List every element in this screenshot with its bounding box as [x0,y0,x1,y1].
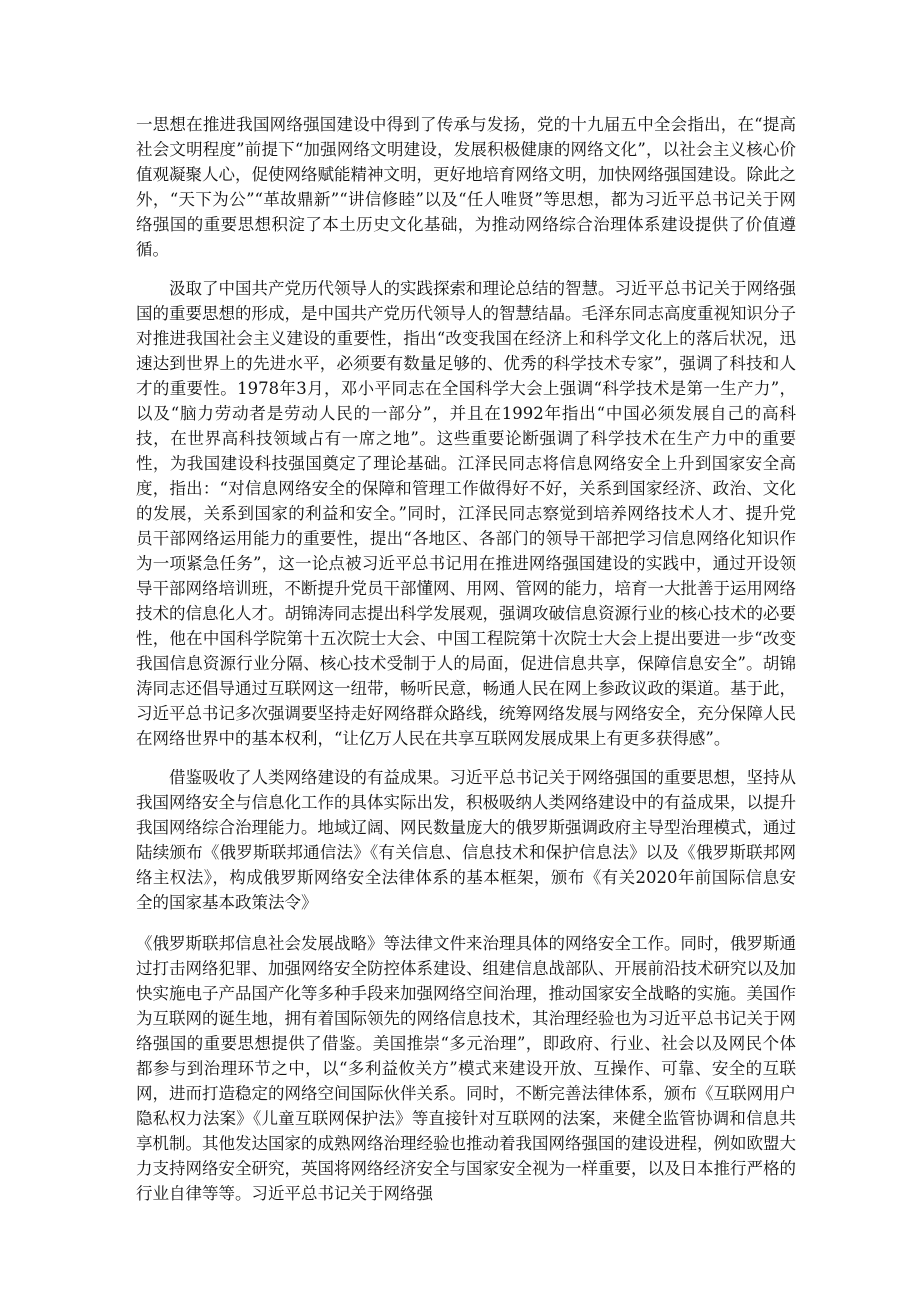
paragraph-4: 《俄罗斯联邦信息社会发展战略》等法律文件来治理具体的网络安全工作。同时，俄罗斯通过打击网络犯罪、加强网络安全防控体系建设、组建信息战部队、开展前沿技术研究以及加快实施电子产品国产化等多种手段来加强网络空间治理，推动国家安全战略的实施。美国作为互联网的诞生地，拥有着国际领先的网络信息技术，其治理经验也为习近平总书记关于网络强国的重要思想提供了借鉴。美国推崇“多元治理”，即政府、行业、社会以及网民个体都参与到治理环节之中，以“多利益攸关方”模式来建设开放、互操作、可靠、安全的互联网，进而打造稳定的网络空间国际伙伴关系。同时，不断完善法律体系，颁布《互联网用户隐私权力法案》《儿童互联网保护法》等直接针对互联网的法案，来健全监管协调和信息共享机制。其他发达国家的成熟网络治理经验也推动着我国网络强国的建设进程，例如欧盟大力支持网络安全研究，英国将网络经济安全与国家安全视为一样重要，以及日本推行严格的行业自律等等。习近平总书记关于网络强 [136,934,796,1203]
paragraph-1: 一思想在推进我国网络强国建设中得到了传承与发扬，党的十九届五中全会指出，在“提高社会文明程度”前提下“加强网络文明建设，发展积极健康的网络文化”，以社会主义核心价值观凝聚人心，促使网络赋能精神文明，更好地培育网络文明，加快网络强国建设。除此之外，“天下为公”“革故鼎新”“讲信修睦”以及“任人唯贤”等思想，都为习近平总书记关于网络强国的重要思想积淀了本土历史文化基础，为推动网络综合治理体系建设提供了价值遵循。 [136,115,796,259]
paragraph-3: 借鉴吸收了人类网络建设的有益成果。习近平总书记关于网络强国的重要思想，坚持从我国网络安全与信息化工作的具体实际出发，积极吸纳人类网络建设中的有益成果，以提升我国网络综合治理能力。地域辽阔、网民数量庞大的俄罗斯强调政府主导型治理模式，通过陆续颁布《俄罗斯联邦通信法》《有关信息、信息技术和保护信息法》以及《俄罗斯联邦网络主权法》，构成俄罗斯网络安全法律体系的基本框架，颁布《有关2020年前国际信息安全的国家基本政策法令》 [136,768,796,912]
paragraph-2: 汲取了中国共产党历代领导人的实践探索和理论总结的智慧。习近平总书记关于网络强国的重要思想的形成，是中国共产党历代领导人的智慧结晶。毛泽东同志高度重视知识分子对推进我国社会主义建设的重要性，指出“改变我国在经济上和科学文化上的落后状况，迅速达到世界上的先进水平，必须要有数量足够的、优秀的科学技术专家”，强调了科技和人才的重要性。1978年3月，邓小平同志在全国科学大会上强调“科学技术是第一生产力”，以及“脑力劳动者是劳动人民的一部分”，并且在1992年指出“中国必须发展自己的高科技，在世界高科技领域占有一席之地”。这些重要论断强调了科学技术在生产力中的重要性，为我国建设科技强国奠定了理论基础。江泽民同志将信息网络安全上升到国家安全高度，指出：“对信息网络安全的保障和管理工作做得好不好，关系到国家经济、政治、文化的发展，关系到国家的利益和安全。”同时，江泽民同志察觉到培养网络技术人才、提升党员干部网络运用能力的重要性，提出“各地区、各部门的领导干部把学习信息网络化知识作为一项紧急任务”，这一论点被习近平总书记用在推进网络强国建设的实践中，通过开设领导干部网络培训班，不断提升党员干部懂网、用网、管网的能力，培育一大批善于运用网络技术的信息化人才。胡锦涛同志提出科学发展观，强调攻破信息资源行业的核心技术的必要性，他在中国科学院第十五次院士大会、中国工程院第十次院士大会上提出要进一步“改变我国信息资源行业分隔、核心技术受制于人的局面，促进信息共享，保障信息安全”。胡锦涛同志还倡导通过互联网这一纽带，畅听民意，畅通人民在网上参政议政的渠道。基于此，习近平总书记多次强调要坚持走好网络群众路线，统筹网络发展与网络安全，充分保障人民在网络世界中的基本权利，“让亿万人民在共享互联网发展成果上有更多获得感”。 [136,279,796,748]
document-body [136,112,796,1206]
